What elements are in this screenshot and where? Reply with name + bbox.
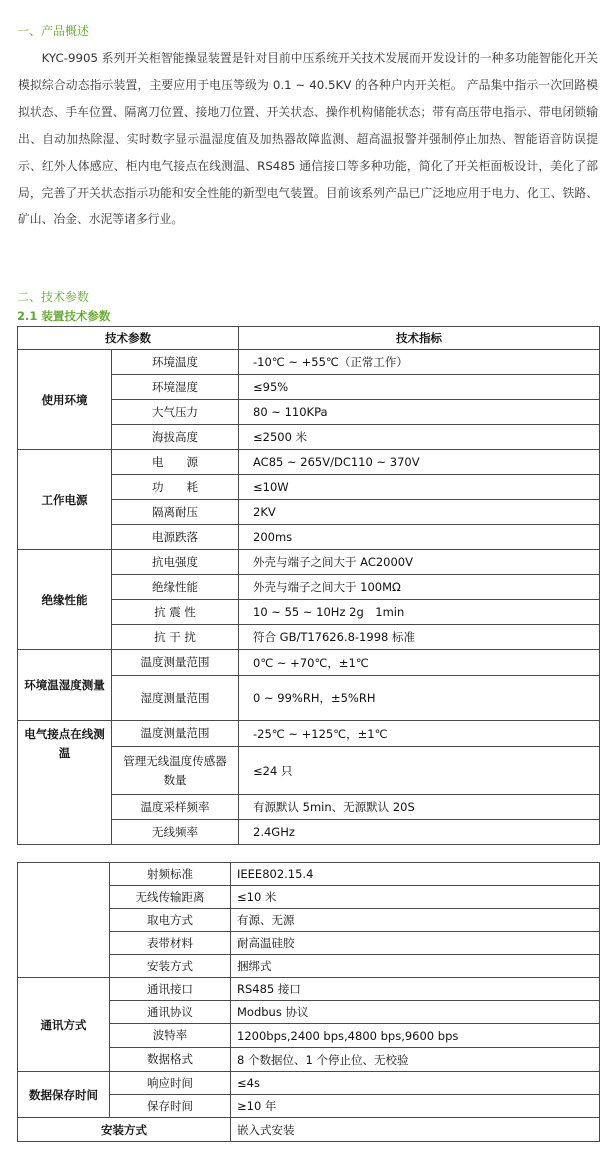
row-value: -25℃ ~ +125℃，±1℃	[239, 721, 600, 747]
row-item: 通讯接口	[110, 978, 231, 1001]
group-label: 电气接点在线测温	[18, 721, 112, 845]
row-item: 管理无线温度传感器数量	[112, 747, 239, 795]
subsection-title: 2.1 装置技术参数	[17, 309, 111, 323]
row-value: -10℃ ~ +55℃（正常工作）	[239, 350, 600, 375]
row-item: 射频标准	[110, 863, 231, 886]
group-label: 通讯方式	[18, 978, 110, 1072]
row-value: 80 ~ 110KPa	[239, 400, 600, 425]
row-value: 捆绑式	[231, 955, 600, 978]
section-tech-title: 二、技术参数	[17, 290, 90, 304]
overview-paragraph: KYC-9905 系列开关柜智能操显装置是针对目前中压系统开关技术发展而开发设计的一种多功能智能化开关模拟综合动态指示装置，主要应用于电压等级为 0.1 ~ 40.5KV 的各种户内开关柜。 产品集中指示一次回路模拟状态、手车位置、隔离刀位置、接地刀位置、开关状态、操作机构储能状态；带有高压带电指示、带电闭锁输出、自动加热除湿、实时数字显示温湿度值及加热器故障监测、超高温报警并强制停止加热、智能语音防误提示、红外人体感应、柜内电气接点在线测温、RS485 通信接口等多种功能，简化了开关柜面板设计，美化了部局，完善了开关状态指示功能和安全性能的新型电气装置。目前该系列产品已广泛地应用于电力、化工、铁路、矿山、冶金、水泥等诸多行业。	[18, 51, 598, 227]
section-overview-title: 一、产品概述	[17, 24, 90, 38]
row-value: 0 ~ 99%RH，±5%RH	[239, 676, 600, 721]
row-item: 响应时间	[110, 1072, 231, 1095]
group-label: 工作电源	[18, 450, 112, 550]
table-row	[18, 1118, 600, 1142]
table-row	[18, 863, 600, 886]
row-value: ≤2500 米	[239, 425, 600, 450]
row-item: 取电方式	[110, 909, 231, 932]
row-value: 符合 GB/T17626.8-1998 标准	[239, 625, 600, 650]
row-value: 0℃ ~ +70℃，±1℃	[239, 650, 600, 676]
row-item: 隔离耐压	[112, 500, 239, 525]
row-item: 电源跌落	[112, 525, 239, 550]
group-label: 绝缘性能	[18, 550, 112, 650]
row-value: ≥10 年	[231, 1095, 600, 1118]
row-value: 有源、无源	[231, 909, 600, 932]
header-spec: 技术指标	[239, 327, 600, 350]
row-value: 有源默认 5min、无源默认 20S	[239, 795, 600, 820]
row-value: 200ms	[239, 525, 600, 550]
row-item: 温度测量范围	[112, 650, 239, 676]
spec-table-2	[17, 862, 600, 1142]
row-value: RS485 接口	[231, 978, 600, 1001]
table-row	[18, 1072, 600, 1095]
row-item: 功 耗	[112, 475, 239, 500]
row-value: ≤4s	[231, 1072, 600, 1095]
row-item: 湿度测量范围	[112, 676, 239, 721]
row-item: 抗电强度	[112, 550, 239, 575]
row-value: 1200bps,2400 bps,4800 bps,9600 bps	[231, 1024, 600, 1048]
table-row	[18, 721, 600, 747]
table-row	[18, 350, 600, 375]
table-row	[18, 550, 600, 575]
row-value: 8 个数据位、1 个停止位、无校验	[231, 1048, 600, 1072]
group-label: 环境温湿度测量	[18, 650, 112, 721]
row-item: 安装方式	[110, 955, 231, 978]
row-item: 抗 干 扰	[112, 625, 239, 650]
row-item: 环境温度	[112, 350, 239, 375]
row-value: ≤95%	[239, 375, 600, 400]
row-value: ≤24 只	[239, 747, 600, 795]
row-value: 2KV	[239, 500, 600, 525]
row-item: 波特率	[110, 1024, 231, 1048]
row-item: 海拔高度	[112, 425, 239, 450]
spec-table-1	[17, 326, 600, 845]
row-value: 2.4GHz	[239, 820, 600, 845]
row-item: 电 源	[112, 450, 239, 475]
row-item: 无线频率	[112, 820, 239, 845]
row-item: 表带材料	[110, 932, 231, 955]
table-row	[18, 978, 600, 1001]
row-item: 环境湿度	[112, 375, 239, 400]
row-item: 温度测量范围	[112, 721, 239, 747]
install-label: 安装方式	[18, 1118, 231, 1142]
row-value: IEEE802.15.4	[231, 863, 600, 886]
table-header-row	[18, 327, 600, 350]
header-param: 技术参数	[18, 327, 239, 350]
install-value: 嵌入式安装	[231, 1118, 600, 1142]
row-value: 外壳与端子之间大于 100MΩ	[239, 575, 600, 600]
row-value: ≤10 米	[231, 886, 600, 909]
row-value: Modbus 协议	[231, 1001, 600, 1024]
group-label-empty	[18, 863, 110, 978]
table-row	[18, 650, 600, 676]
row-value: 10 ~ 55 ~ 10Hz 2g 1min	[239, 600, 600, 625]
row-value: 外壳与端子之间大于 AC2000V	[239, 550, 600, 575]
row-value: 耐高温硅胶	[231, 932, 600, 955]
row-value: ≤10W	[239, 475, 600, 500]
row-item: 通讯协议	[110, 1001, 231, 1024]
row-item: 抗 震 性	[112, 600, 239, 625]
group-label: 数据保存时间	[18, 1072, 110, 1118]
row-item: 大气压力	[112, 400, 239, 425]
row-item: 无线传输距离	[110, 886, 231, 909]
row-item: 保存时间	[110, 1095, 231, 1118]
row-value: AC85 ~ 265V/DC110 ~ 370V	[239, 450, 600, 475]
row-item: 数据格式	[110, 1048, 231, 1072]
row-item: 绝缘性能	[112, 575, 239, 600]
group-label: 使用环境	[18, 350, 112, 450]
table-row	[18, 450, 600, 475]
row-item: 温度采样频率	[112, 795, 239, 820]
